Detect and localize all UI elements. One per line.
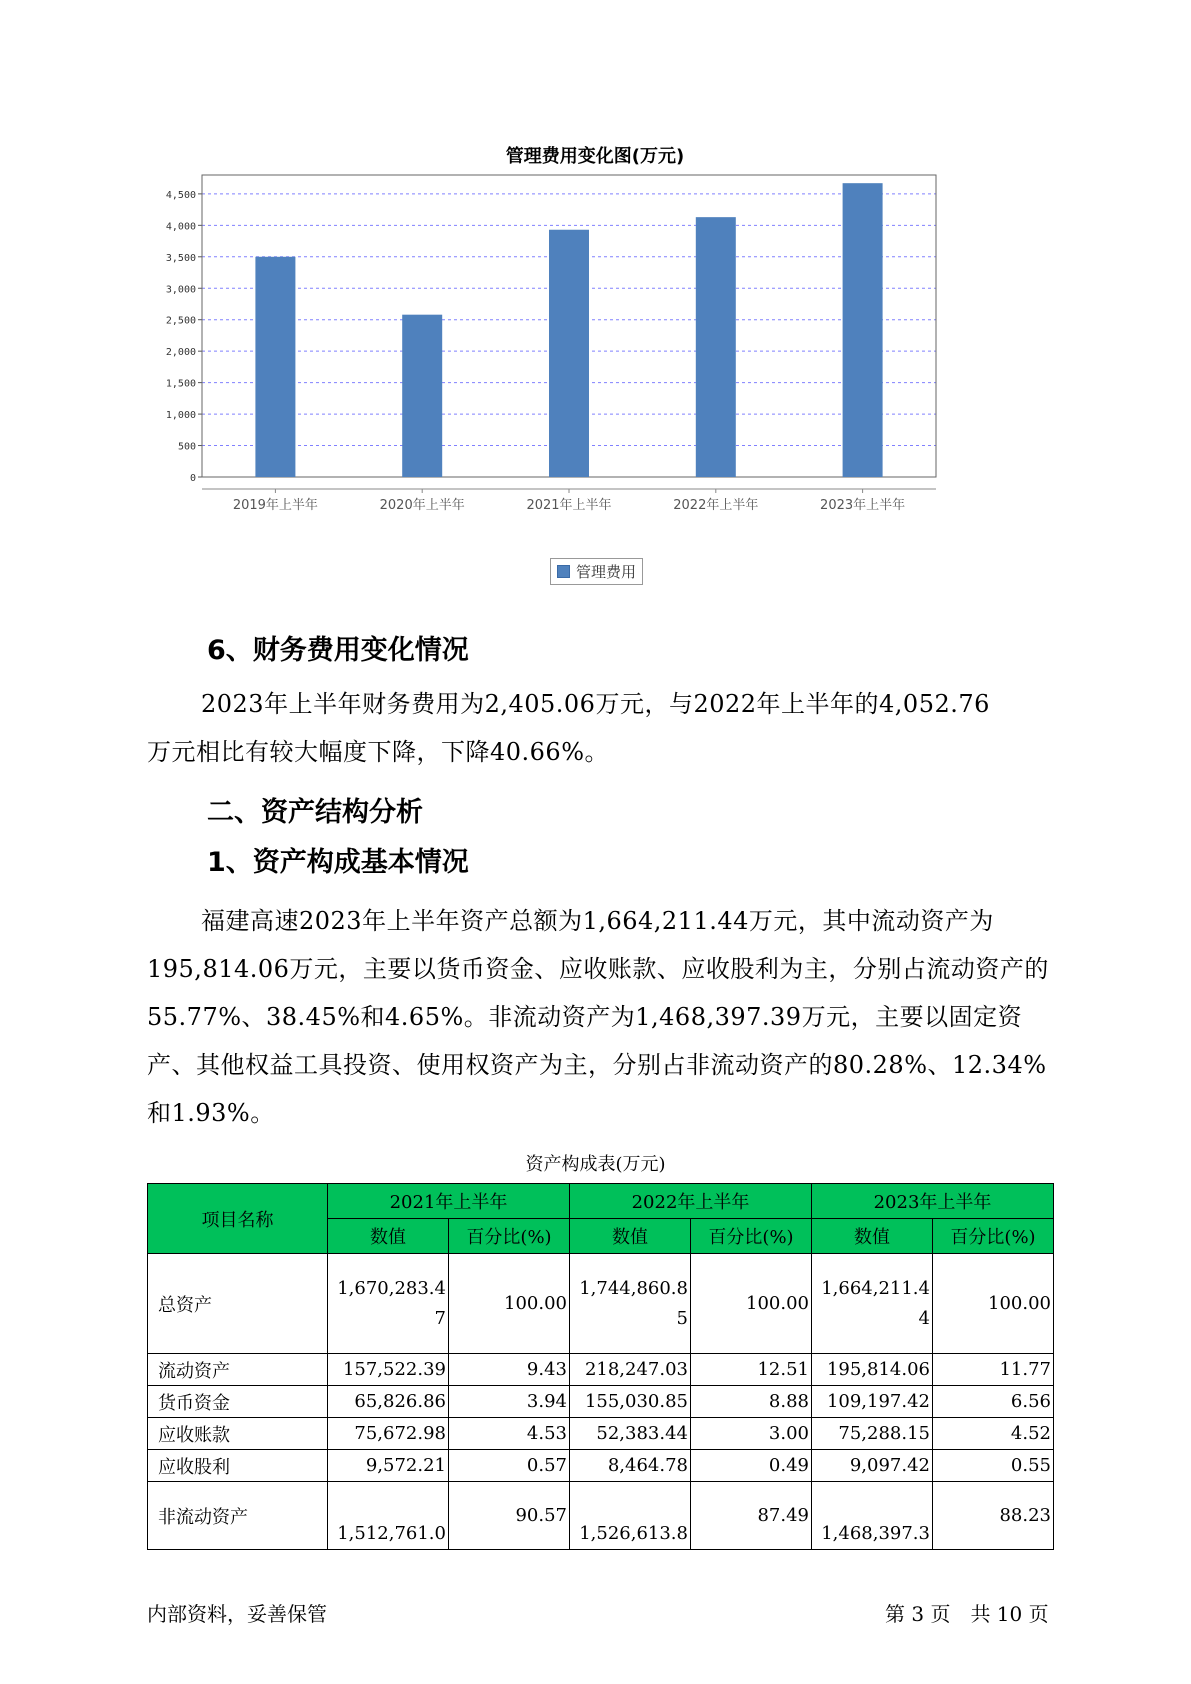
- y-tick-label: 0: [189, 473, 196, 484]
- structure-heading: 二、资产结构分析: [207, 797, 423, 828]
- cell-percent: 0.49: [691, 1450, 812, 1482]
- cell-percent: 3.94: [449, 1386, 570, 1418]
- y-tick-label: 1,500: [165, 378, 196, 390]
- y-tick-label: 3,500: [165, 252, 196, 264]
- cell-value: 1,468,397.3: [812, 1482, 933, 1550]
- y-tick-label: 3,000: [165, 284, 196, 296]
- finance-heading: 6、财务费用变化情况: [207, 635, 469, 666]
- finance-paragraph-line1: 2023年上半年财务费用为2,405.06万元，与2022年上半年的4,052.76: [201, 690, 990, 718]
- row-name: 应收账款: [148, 1418, 328, 1450]
- finance-paragraph: [147, 680, 1047, 776]
- legend-label: 管理费用: [576, 563, 637, 581]
- cell-percent: 12.51: [691, 1354, 812, 1386]
- y-tick-label: 4,500: [165, 189, 196, 201]
- table-row: [148, 1386, 1054, 1418]
- cell-value: 75,288.15: [812, 1418, 933, 1450]
- cell-value: 1,664,211.4 4: [812, 1254, 933, 1354]
- cell-percent: 11.77: [933, 1354, 1054, 1386]
- asset-table: [147, 1183, 1054, 1550]
- header-value: 数值: [570, 1219, 691, 1254]
- cell-percent: 87.49: [691, 1482, 812, 1550]
- cell-value: 9,572.21: [328, 1450, 449, 1482]
- cell-percent: 3.00: [691, 1418, 812, 1450]
- row-name: 非流动资产: [148, 1482, 328, 1550]
- cell-percent: 0.55: [933, 1450, 1054, 1482]
- bar-chart: [165, 175, 1020, 555]
- cell-value: 9,097.42: [812, 1450, 933, 1482]
- y-tick-label: 4,000: [165, 221, 196, 233]
- cell-value: 52,383.44: [570, 1418, 691, 1450]
- table-row: [148, 1450, 1054, 1482]
- cell-value: 65,826.86: [328, 1386, 449, 1418]
- row-name: 货币资金: [148, 1386, 328, 1418]
- table-row: [148, 1418, 1054, 1450]
- cell-percent: 88.23: [933, 1482, 1054, 1550]
- table-caption: 资产构成表(万元): [525, 1154, 666, 1175]
- bar: [402, 315, 442, 477]
- composition-paragraph: 福建高速2023年上半年资产总额为1,664,211.44万元，其中流动资产为195,814.06万元，主要以货币资金、应收账款、应收股利为主，分别占流动资产的55.77%、38.45%和4.65%。非流动资产为1,468,397.39万元，主要以固定资产、其他权益工具投资、使用权资产为主，分别占非流动资产的80.28%、12.34%和1.93%。: [147, 907, 1049, 1127]
- row-name: 总资产: [148, 1254, 328, 1354]
- composition-heading: 1、资产构成基本情况: [207, 847, 469, 878]
- table-row: [148, 1354, 1054, 1386]
- table-row: [148, 1254, 1054, 1354]
- x-tick-label: 2022年上半年: [673, 498, 759, 513]
- header-period: 2023年上半年: [812, 1184, 1054, 1219]
- header-value: 数值: [328, 1219, 449, 1254]
- y-tick-label: 2,500: [165, 315, 196, 327]
- row-name: 流动资产: [148, 1354, 328, 1386]
- cell-percent: 100.00: [691, 1254, 812, 1354]
- header-percent: 百分比(%): [933, 1219, 1054, 1254]
- finance-paragraph-line2: 万元相比有较大幅度下降，下降40.66%。: [147, 738, 610, 766]
- bar: [696, 217, 736, 477]
- chart-title: 管理费用变化图(万元): [505, 146, 685, 167]
- table-row: [148, 1482, 1054, 1550]
- cell-percent: 4.52: [933, 1418, 1054, 1450]
- row-name: 应收股利: [148, 1450, 328, 1482]
- cell-percent: 8.88: [691, 1386, 812, 1418]
- bar: [843, 183, 883, 477]
- cell-percent: 9.43: [449, 1354, 570, 1386]
- cell-value: 109,197.42: [812, 1386, 933, 1418]
- cell-value: 1,512,761.0: [328, 1482, 449, 1550]
- x-tick-label: 2020年上半年: [379, 498, 465, 513]
- y-tick-label: 1,000: [165, 410, 196, 422]
- x-tick-label: 2021年上半年: [526, 498, 612, 513]
- bar: [549, 230, 589, 477]
- x-tick-label: 2023年上半年: [820, 498, 906, 513]
- cell-percent: 100.00: [449, 1254, 570, 1354]
- footer-page-number: 第 3 页 共 10 页: [885, 1602, 1049, 1626]
- footer-confidential: 内部资料，妥善保管: [147, 1602, 327, 1626]
- header-value: 数值: [812, 1219, 933, 1254]
- cell-value: 1,744,860.8 5: [570, 1254, 691, 1354]
- cell-percent: 100.00: [933, 1254, 1054, 1354]
- y-tick-label: 2,000: [165, 347, 196, 359]
- y-tick-label: 500: [177, 441, 196, 453]
- cell-percent: 0.57: [449, 1450, 570, 1482]
- x-tick-label: 2019年上半年: [232, 498, 318, 513]
- cell-value: 218,247.03: [570, 1354, 691, 1386]
- cell-value: 75,672.98: [328, 1418, 449, 1450]
- cell-value: 157,522.39: [328, 1354, 449, 1386]
- cell-value: 155,030.85: [570, 1386, 691, 1418]
- chart-legend: [550, 558, 643, 585]
- cell-percent: 4.53: [449, 1418, 570, 1450]
- header-item-name: 项目名称: [148, 1184, 328, 1254]
- header-percent: 百分比(%): [449, 1219, 570, 1254]
- chart-container: [165, 130, 1020, 600]
- bar: [255, 257, 295, 477]
- header-period: 2022年上半年: [570, 1184, 812, 1219]
- header-percent: 百分比(%): [691, 1219, 812, 1254]
- header-period: 2021年上半年: [328, 1184, 570, 1219]
- cell-percent: 6.56: [933, 1386, 1054, 1418]
- cell-value: 8,464.78: [570, 1450, 691, 1482]
- cell-percent: 90.57: [449, 1482, 570, 1550]
- cell-value: 195,814.06: [812, 1354, 933, 1386]
- legend-swatch: [557, 565, 570, 578]
- cell-value: 1,670,283.4 7: [328, 1254, 449, 1354]
- cell-value: 1,526,613.8: [570, 1482, 691, 1550]
